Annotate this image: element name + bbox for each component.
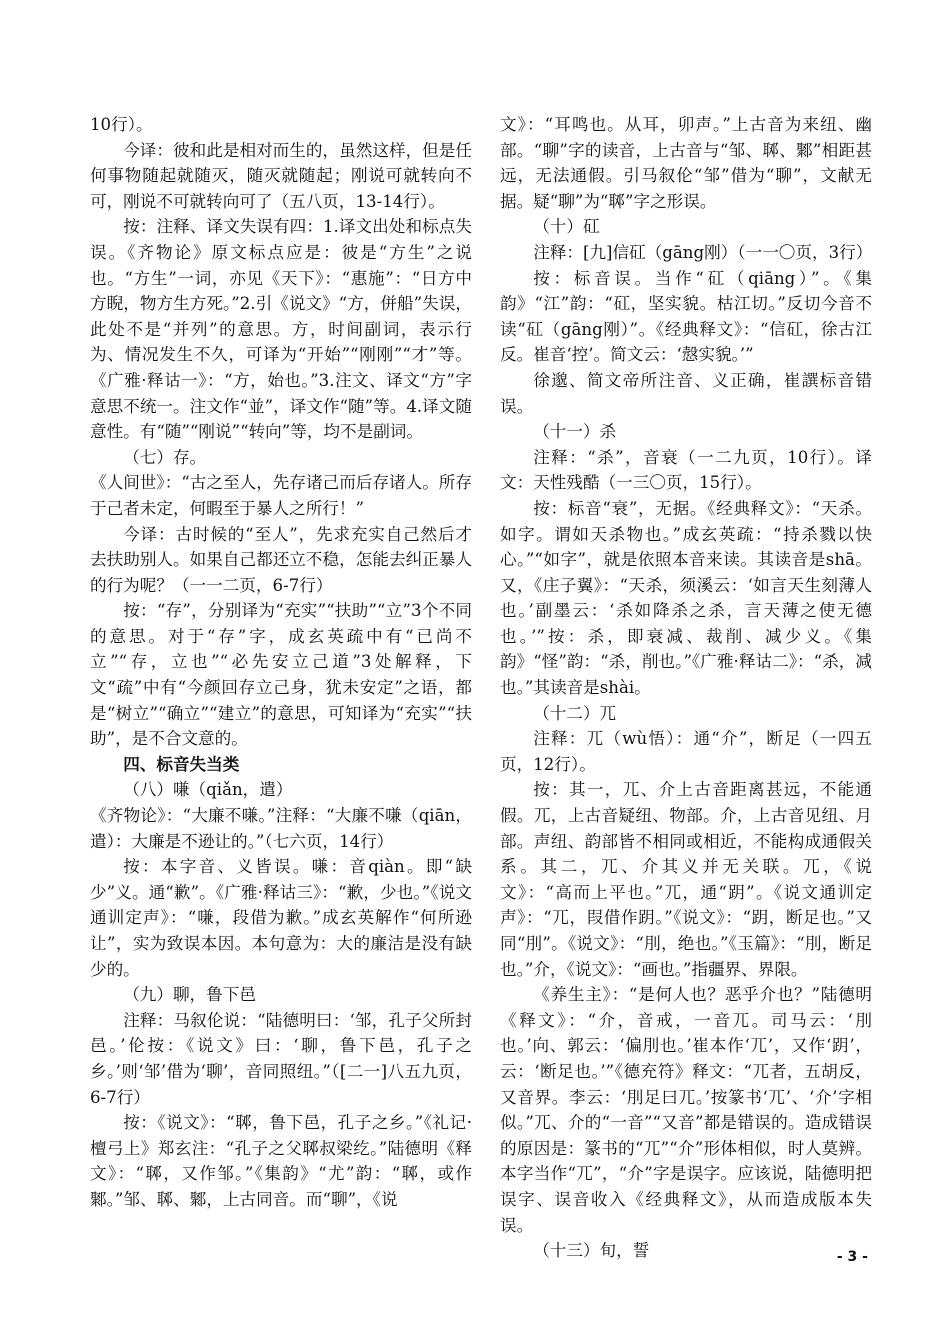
- paragraph: 按：其一，兀、介上古音距离甚远，不能通假。兀，上古音疑纽、物部。介，上古音见纽、月部。声纽、韵部皆不相同或相近，不能构成通假关系。其二，兀、介其义并无关联。兀，《说文》：“高而上平也。”兀，通“跀”。《说文通训定声》：“兀，叚借作跀。”《说文》：“跀，断足也。”又同“刖”。《说文》：“刖，绝也。”《玉篇》：“刖，断足也。”介，《说文》：“画也。”指疆界、界限。: [500, 780, 872, 979]
- subsection-title: （九）聊，鲁下邑: [123, 985, 256, 1005]
- subsection-title: （十）矼: [533, 217, 600, 237]
- paragraph: 今译：彼和此是相对而生的，虽然这样，但是任何事物随起就随灭，随灭就随起；刚说可就转向不可，刚说不可就转向可了（五八页，13-14行）。: [90, 140, 472, 211]
- right-column: [500, 112, 872, 1264]
- paragraph: 注释：[九]信矼（gāng刚）（一一〇页，3行）: [533, 242, 873, 262]
- paragraph: 《养生主》：“是何人也？恶乎介也？”陆德明《释文》：“介，音戒，一音兀。司马云：‘刖也。’向、郭云：‘偏刖也。’崔本作‘兀’，又作‘跀’，云：‘断足也。’”《德充符》释文：“兀者，五胡反，又音界。李云：‘刖足曰兀。’按篆书‘兀’、‘介’字相似。”兀、介的“一音”“又音”都是错误的。造成错误的原因是：篆书的“兀”“介”形体相似，时人莫辨。本字当作“兀”，“介”字是误字。应该说，陆德明把误字、误音收入《经典释文》，从而造成版本失误。: [500, 985, 872, 1235]
- paragraph: 10行）。: [90, 115, 153, 134]
- subsection-title: （十二）兀: [533, 703, 617, 723]
- paragraph: 徐邈、简文帝所注音、义正确，崔譔标音错误。: [500, 370, 872, 416]
- paragraph: 按：《说文》：“郰，鲁下邑，孔子之乡。”《礼记·檀弓上》郑玄注：“孔子之父郰叔梁纥。”陆德明《释文》：“郰，又作邹。”《集韵》“尤”韵：“郰，或作鄹。”邹、郰、鄹，上古同音。而“聊”，《说: [90, 1113, 472, 1209]
- paragraph: 按：标音误。当作“矼（qiāng）”。《集韵》“江”韵：“矼，坚实貌。枯江切。”反切今音不读“矼（gāng刚）”。《经典释文》：“信矼，徐古江反。崔音‘控’。简文云：‘慤实貌。’”: [500, 268, 872, 365]
- paragraph: 文》：“耳鸣也。从耳，卯声。”上古音为来纽、幽部。“聊”字的读音，上古音与“邹、郰、鄹”相距甚远，无法通假。引马叙伦“邹”借为“聊”，文献无据。疑“聊”为“郰”字之形误。: [500, 115, 872, 211]
- paragraph: 《齐物论》：“大廉不嗛。”注释：“大廉不嗛（qiān，遣）：大廉是不逊让的。”（七六页，14行）: [90, 806, 472, 851]
- section-heading: 四、标音失当类: [123, 754, 240, 774]
- paragraph: 按：本字音、义皆误。嗛：音qiàn。即“缺少”义。通“歉”。《广雅·释诂三》：“歉，少也。”《说文通训定声》：“嗛，段借为歉。”成玄英解作“何所逊让”，实为致误本因。本句意为：大的廉洁是没有缺少的。: [90, 857, 472, 979]
- paragraph: 注释：“杀”，音衰（一二九页，10行）。译文：天性残酷（一三〇页，15行）。: [500, 447, 872, 493]
- page-number: - 3 -: [836, 1249, 868, 1265]
- paragraph: 按：注释、译文失误有四：1.译文出处和标点失误。《齐物论》原文标点应是：彼是“方生”之说也。“方生”一词，亦见《天下》：“惠施”：“日方中方睨，物方生方死。”2.引《说文》“方，併船”失误，此处不是“并列”的意思。方，时间副词，表示行为、情况发生不久，可译为“开始”“刚刚”“才”等。《广雅·释诂一》：“方，始也。”3.注文、译文“方”字意思不统一。注文作“並”，译文作“随”等。4.译文随意性。有“随”“刚说”“转向”等，均不是副词。: [90, 217, 472, 442]
- subsection-title: （七）存。: [123, 447, 207, 467]
- paragraph: 注释：马叙伦说：“陆德明曰：‘邹，孔子父所封邑。’伦按：《说文》曰：‘聊，鲁下邑，孔子之乡。’则‘邹’借为‘聊’，音同照纽。”（[二一]八五九页，6-7行）: [90, 1010, 472, 1107]
- paragraph: 按：“存”，分别译为“充实”“扶助”“立”3个不同的意思。对于“存”字，成玄英疏中有“已尚不立”“存，立也”“必先安立己道”3处解释，下文“疏”中有“今颜回存立己身，犹未安定”之语，都是“树立”“确立”“建立”的意思，可知译为“充实”“扶助”，是不合文意的。: [90, 601, 472, 749]
- subsection-title: （十一）杀: [533, 422, 617, 442]
- subsection-title: （八）嗛（qiǎn，遣）: [123, 780, 293, 800]
- left-column: [90, 112, 472, 1213]
- paragraph: 注释：兀（wù悟）：通“介”，断足（一四五页，12行）。: [500, 729, 872, 774]
- paragraph: 今译：古时候的“至人”，先求充实自己然后才去扶助别人。如果自己都还立不稳，怎能去纠正暴人的行为呢？（一一二页，6-7行）: [90, 524, 472, 595]
- paragraph: 按：标音“衰”，无据。《经典释文》：“天杀。如字。谓如天杀物也。”成玄英疏：“持杀戮以快心。”“如字”，就是依照本音来读。其读音是shā。又，《庄子翼》：“天杀，须溪云：‘如言天生刻薄人也。’副墨云：‘杀如降杀之杀，言天薄之使无德也。’”按：杀，即衰减、裁削、减少义。《集韵》“怪”韵：“杀，削也。”《广雅·释诂二》：“杀，减也。”其读音是shài。: [500, 498, 872, 698]
- paragraph: 《人间世》：“古之至人，先存诸己而后存诸人。所存于己者未定，何暇至于暴人之所行！”: [90, 473, 472, 518]
- subsection-title: （十三）旬，誓: [533, 1241, 650, 1261]
